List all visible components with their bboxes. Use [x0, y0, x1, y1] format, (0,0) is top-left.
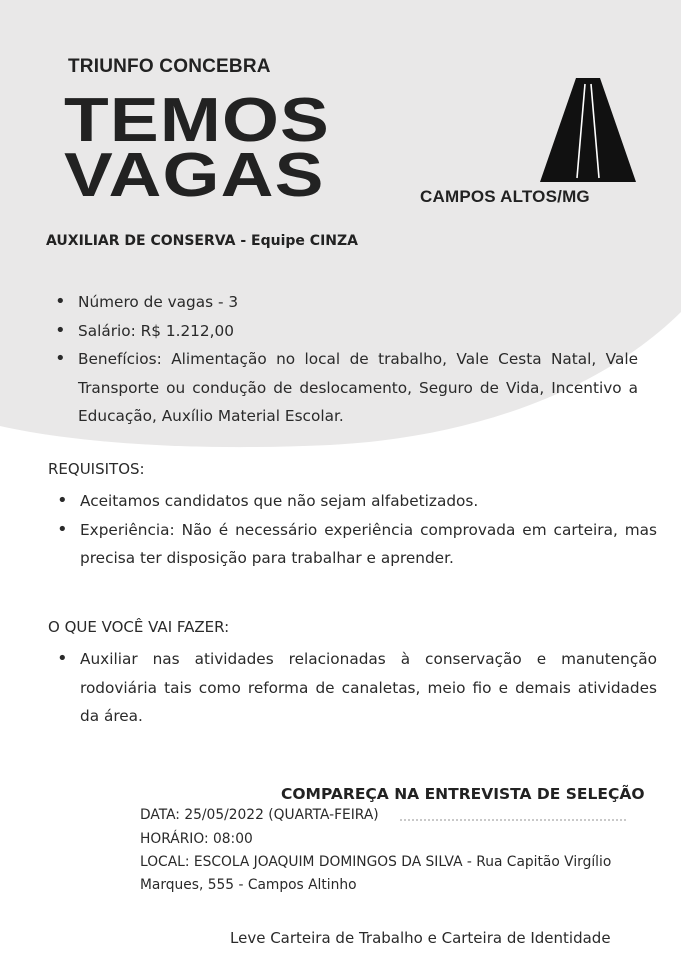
list-item: • Auxiliar nas atividades relacionadas à conservação e manutenção rodoviária tais como reforma de canaletas, meio fio e demais atividades da área. [50, 645, 657, 731]
road-icon [538, 78, 638, 182]
list-item: • Salário: R$ 1.212,00 [48, 317, 638, 346]
company-name: TRIUNFO CONCEBRA [68, 56, 271, 77]
requirements-heading: REQUISITOS: [48, 460, 145, 478]
list-item: • Aceitamos candidatos que não sejam alfabetizados. [50, 487, 657, 516]
interview-date: DATA: 25/05/2022 (QUARTA-FEIRA) [140, 807, 379, 823]
duties-heading: O QUE VOCÊ VAI FAZER: [48, 618, 230, 636]
city-label: CAMPOS ALTOS/MG [420, 187, 590, 206]
interview-time: HORÁRIO: 08:00 [140, 831, 253, 847]
interview-location: LOCAL: ESCOLA JOAQUIM DOMINGOS DA SILVA - Rua Capitão Virgílio [140, 854, 612, 870]
interview-title: COMPAREÇA NA ENTREVISTA DE SELEÇÃO [281, 785, 645, 803]
job-details-list [48, 288, 638, 431]
headline-vagas: VAGAS [64, 141, 325, 210]
interview-location-cont: Marques, 555 - Campos Altinho [140, 877, 357, 893]
duties-list [50, 645, 657, 731]
documents-note: Leve Carteira de Trabalho e Carteira de Identidade [230, 929, 611, 947]
list-item: • Experiência: Não é necessário experiência comprovada em carteira, mas precisa ter disposição para trabalhar e aprender. [50, 516, 657, 573]
divider [400, 819, 626, 821]
requirements-list [50, 487, 657, 573]
job-title: AUXILIAR DE CONSERVA - Equipe CINZA [46, 233, 358, 249]
headline-temos: TEMOS [64, 86, 331, 155]
list-item: • Benefícios: Alimentação no local de trabalho, Vale Cesta Natal, Vale Transporte ou condução de deslocamento, Seguro de Vida, Incentivo a Educação, Auxílio Material Escolar. [48, 345, 638, 431]
list-item: • Número de vagas - 3 [48, 288, 638, 317]
